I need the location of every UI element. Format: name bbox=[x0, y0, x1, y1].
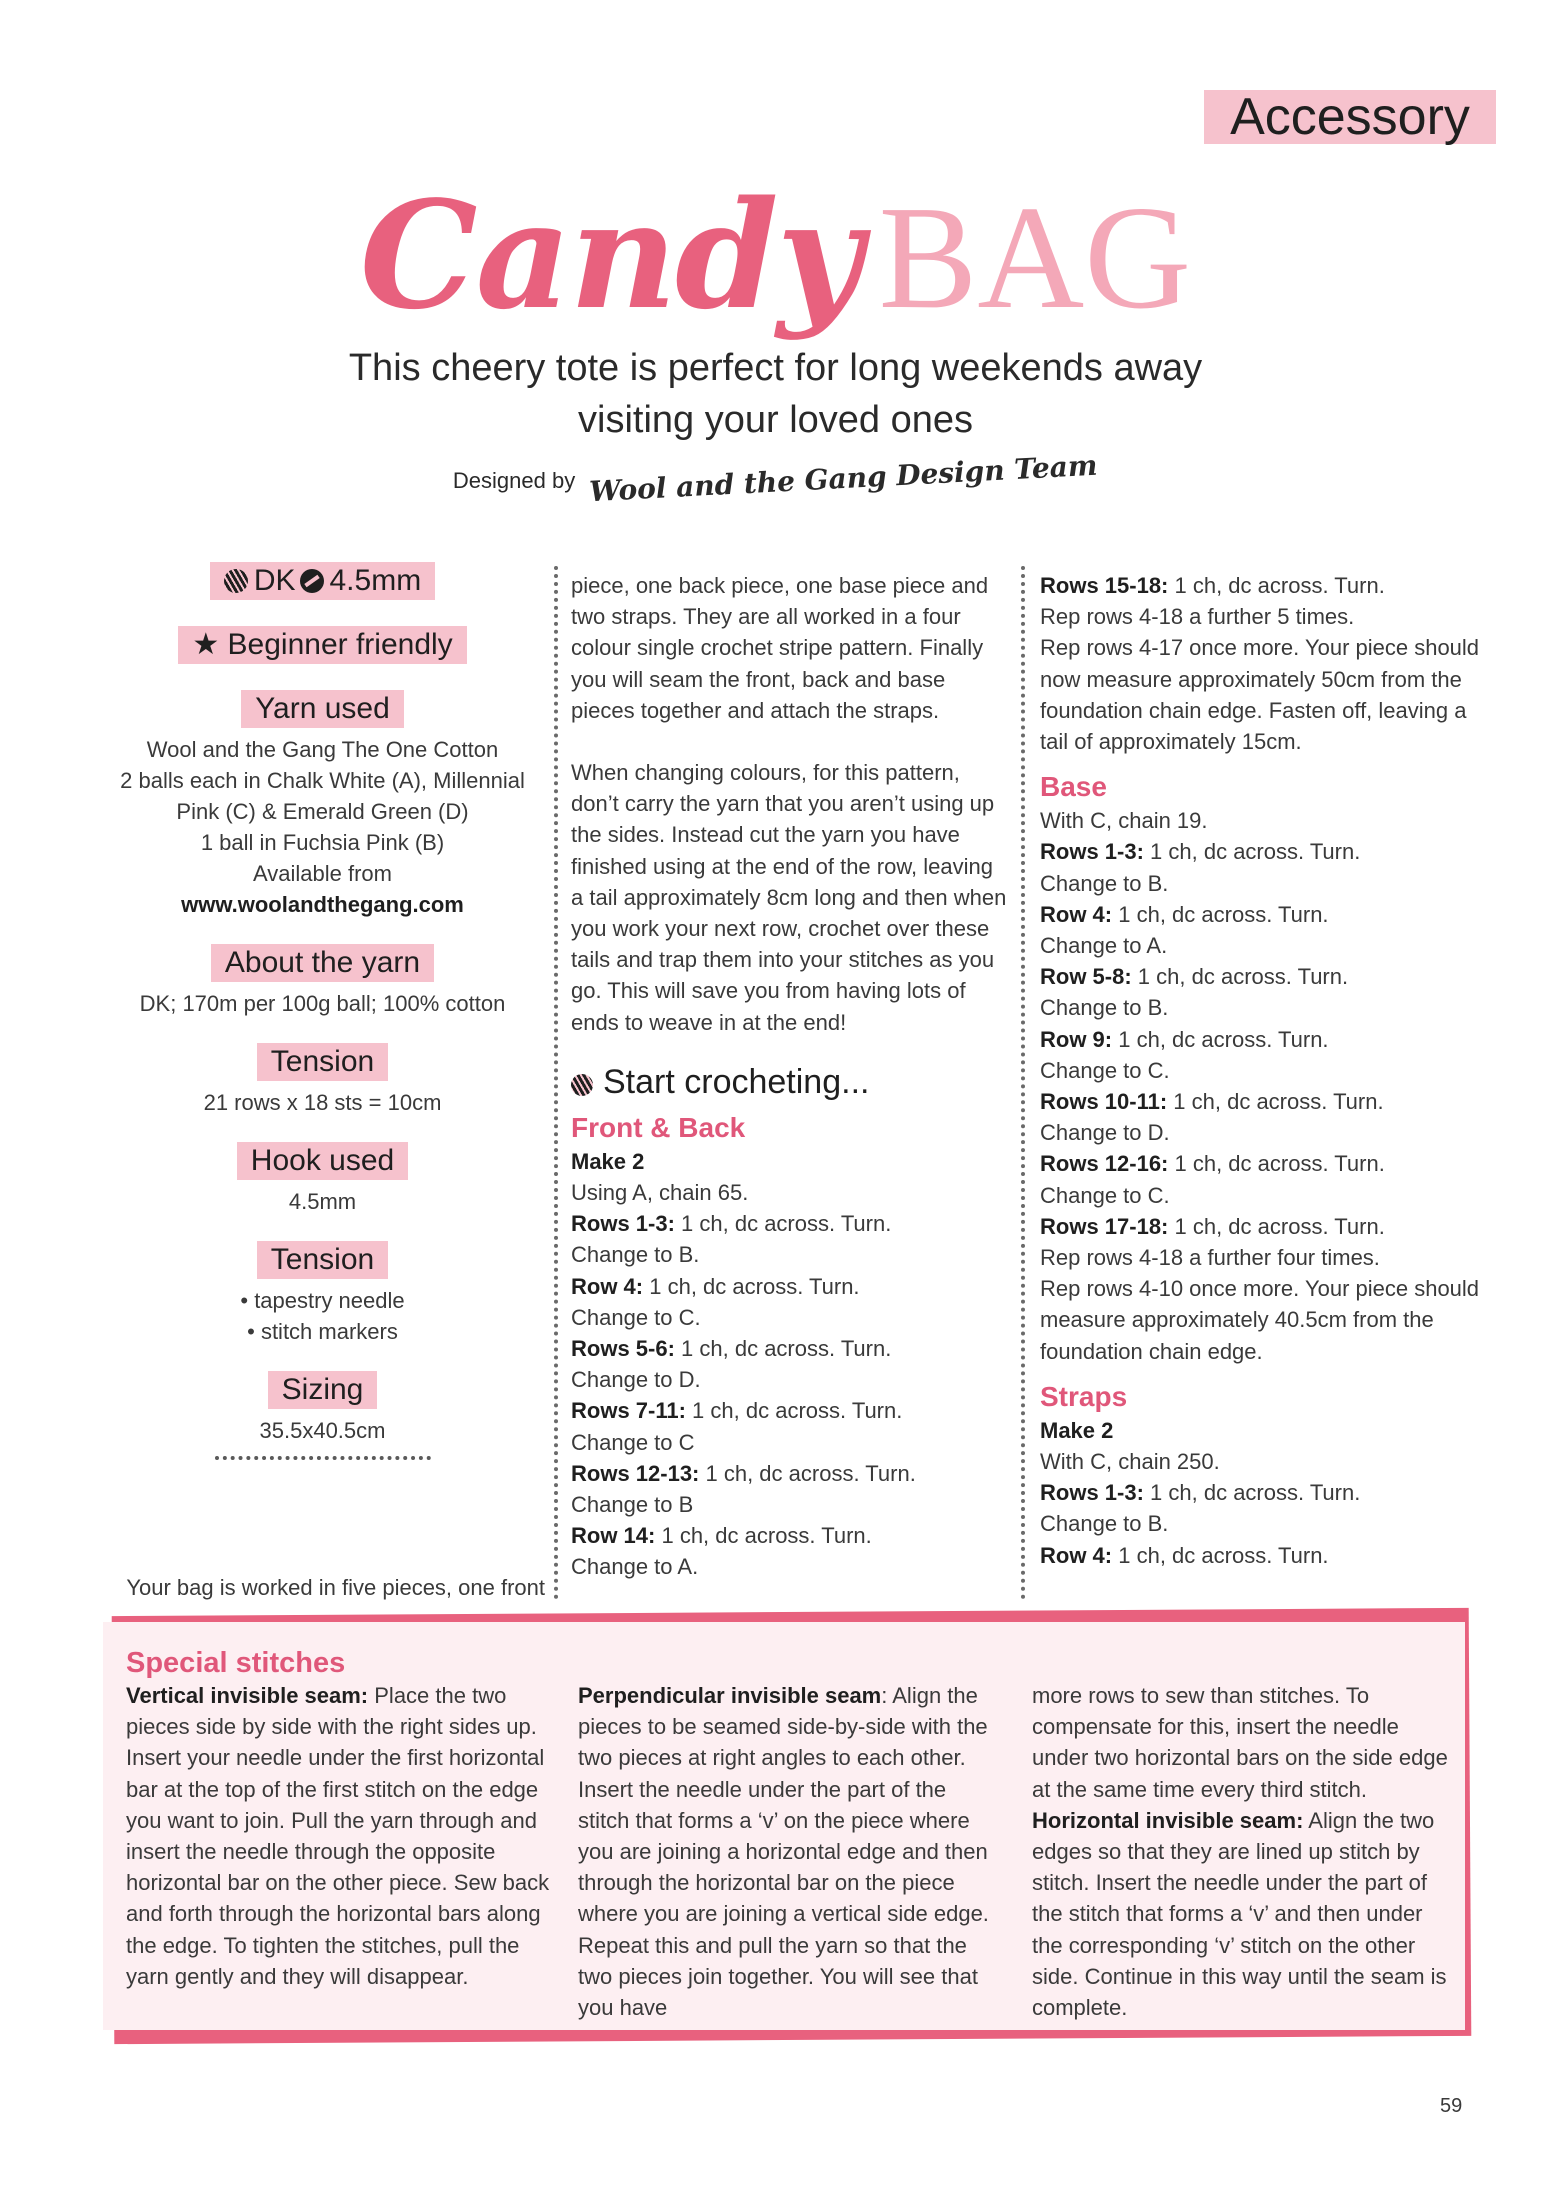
intro-text-cont: piece, one back piece, one base piece and two straps. They are all worked in a four colour single crochet stripe pattern. Finally you will seam the front, back and base pieces together and attach the straps. bbox=[571, 573, 989, 723]
about-yarn-text: DK; 170m per 100g ball; 100% cotton bbox=[139, 991, 506, 1016]
pattern-note: Rep rows 4-18 a further four times. bbox=[1040, 1245, 1380, 1271]
pattern-row: Rows 7-11: 1 ch, dc across. Turn. bbox=[571, 1398, 903, 1424]
notion-item: • stitch markers bbox=[247, 1319, 398, 1344]
base-setup: With C, chain 19. bbox=[1040, 808, 1208, 834]
colour-change-note: When changing colours, for this pattern, don’t carry the yarn that you aren’t using up the sides. Instead cut the yarn you have finished using at the end of the row, leaving a tail approximately 8cm long and then when you work your next row, crochet over these tails and trap them into your stitches as you go. This will save you from having lots of ends to weave in at the end! bbox=[571, 760, 1007, 1035]
perpendicular-seam-text: Perpendicular invisible seam: Align the pieces to be seamed side-by-side with the two pieces at right angles to each other. Insert the needle under the part of the stitch that forms a ‘v’ on the piece where you are joining a horizontal edge and then through the horizontal bar on the piece where you are joining a vertical side edge. Repeat this and pull the yarn so that the two pieces join together. You will see that you have bbox=[578, 1683, 989, 2021]
title-script: Candy bbox=[359, 168, 861, 342]
hook-size: 4.5mm bbox=[329, 564, 422, 597]
title-caps: BAG bbox=[878, 176, 1192, 340]
yarn-used-line: Available from bbox=[253, 861, 392, 886]
colour-change: Change to C. bbox=[1040, 1057, 1170, 1083]
front-back-make: Make 2 bbox=[571, 1148, 645, 1174]
colour-change: Change to D. bbox=[1040, 1120, 1170, 1146]
straps-make: Make 2 bbox=[1040, 1417, 1114, 1443]
front-back-heading: Front & Back bbox=[571, 1111, 746, 1143]
colour-change: Change to A. bbox=[1040, 933, 1168, 959]
pattern-row: Rows 1-3: 1 ch, dc across. Turn. bbox=[1040, 1480, 1361, 1506]
pattern-row: Rows 5-6: 1 ch, dc across. Turn. bbox=[571, 1336, 892, 1362]
pattern-row: Rows 1-3: 1 ch, dc across. Turn. bbox=[1040, 839, 1361, 865]
designer-credit bbox=[0, 448, 1551, 509]
colour-change: Change to B. bbox=[1040, 995, 1169, 1021]
yarn-used-heading: Yarn used bbox=[241, 690, 404, 728]
colour-change: Change to C. bbox=[571, 1304, 701, 1330]
supplier-website-link[interactable]: www.woolandthegang.com bbox=[181, 892, 464, 917]
yarn-ball-icon bbox=[571, 1074, 593, 1096]
hook-used-heading: Hook used bbox=[237, 1142, 408, 1180]
base-heading: Base bbox=[1040, 771, 1107, 803]
pattern-row: Rows 10-11: 1 ch, dc across. Turn. bbox=[1040, 1089, 1384, 1115]
hook-used-text: 4.5mm bbox=[288, 1189, 357, 1214]
pattern-info-sidebar bbox=[100, 562, 545, 1484]
pattern-row: Row 9: 1 ch, dc across. Turn. bbox=[1040, 1026, 1329, 1052]
colour-change: Change to D. bbox=[571, 1367, 701, 1393]
notion-item: • tapestry needle bbox=[240, 1288, 405, 1313]
subtitle-line-1: This cheery tote is perfect for long weekends away bbox=[348, 347, 1203, 389]
vertical-seam-text: Vertical invisible seam: Place the two pieces side by side with the right sides up. Insert your needle under the first horizontal bar at the top of the first stitch on the edge you want to join. Pull the yarn through and insert the needle through the opposite horizontal bar on the other piece. Sew back and forth through the horizontal bars along the edge. To tighten the stitches, pull the yarn gently and they will disappear. bbox=[126, 1683, 550, 1989]
page-title bbox=[0, 168, 1551, 343]
pattern-note: Rep rows 4-17 once more. Your piece should now measure approximately 50cm from the foundation chain edge. Fasten off, leaving a tail of approximately 15cm. bbox=[1040, 635, 1480, 755]
middle-column bbox=[571, 570, 1011, 1583]
page-number: 59 bbox=[1440, 2095, 1463, 2117]
special-stitches-col-1 bbox=[126, 1646, 551, 1992]
pattern-row: Row 4: 1 ch, dc across. Turn. bbox=[1040, 901, 1329, 927]
colour-change: Change to B. bbox=[571, 1242, 700, 1268]
yarn-used-line: 2 balls each in Chalk White (A), Millennial bbox=[120, 768, 525, 793]
colour-change: Change to C bbox=[571, 1429, 695, 1455]
pattern-row: Row 4: 1 ch, dc across. Turn. bbox=[571, 1273, 860, 1299]
pattern-row: Rows 12-13: 1 ch, dc across. Turn. bbox=[571, 1460, 916, 1486]
skill-level-badge: ★ Beginner friendly bbox=[178, 626, 466, 664]
front-back-setup: Using A, chain 65. bbox=[571, 1180, 749, 1206]
pattern-row: Rows 17-18: 1 ch, dc across. Turn. bbox=[1040, 1213, 1385, 1239]
tension-heading: Tension bbox=[257, 1043, 388, 1081]
dotted-divider bbox=[215, 1456, 431, 1460]
colour-change: Change to C. bbox=[1040, 1182, 1170, 1208]
special-stitches-col-3 bbox=[1032, 1680, 1457, 2023]
perpendicular-seam-cont: more rows to sew than stitches. To compensate for this, insert the needle under two horizontal bars on the side edge at the same time every third stitch. bbox=[1032, 1683, 1448, 1802]
yarn-ball-icon bbox=[224, 569, 248, 593]
designer-name: Wool and the Gang Design Team bbox=[588, 448, 1099, 509]
pattern-note: Rep rows 4-18 a further 5 times. bbox=[1040, 604, 1355, 630]
colour-change: Change to B. bbox=[1040, 1511, 1169, 1537]
subtitle bbox=[250, 342, 1301, 446]
intro-text-start: Your bag is worked in five pieces, one front bbox=[126, 1575, 545, 1600]
pattern-row: Rows 15-18: 1 ch, dc across. Turn. bbox=[1040, 573, 1385, 598]
section-tag: Accessory bbox=[1204, 90, 1496, 144]
horizontal-seam-text: Horizontal invisible seam: Align the two edges so that they are lined up stitch by stitch. Insert the needle under the part of the stitch that forms a ‘v’ and then under the corresponding ‘v’ stitch on the other side. Continue in this way until the seam is complete. bbox=[1032, 1807, 1447, 2021]
start-heading bbox=[571, 1060, 1011, 1104]
pattern-note: Rep rows 4-10 once more. Your piece should measure approximately 40.5cm from the foundation chain edge. bbox=[1040, 1276, 1480, 1364]
sizing-heading: Sizing bbox=[268, 1371, 378, 1409]
yarn-used-line: Wool and the Gang The One Cotton bbox=[146, 737, 499, 762]
colour-change: Change to B bbox=[571, 1492, 694, 1518]
straps-setup: With C, chain 250. bbox=[1040, 1449, 1220, 1475]
designed-by-label: Designed by bbox=[452, 468, 576, 493]
start-heading-text: Start crocheting... bbox=[603, 1062, 870, 1101]
special-stitches-heading: Special stitches bbox=[126, 1647, 346, 1679]
special-stitches-col-2 bbox=[578, 1680, 1003, 2023]
pattern-row: Row 4: 1 ch, dc across. Turn. bbox=[1040, 1542, 1329, 1568]
pattern-row: Rows 12-16: 1 ch, dc across. Turn. bbox=[1040, 1151, 1385, 1177]
right-column bbox=[1040, 570, 1480, 1571]
yarn-used-line: Pink (C) & Emerald Green (D) bbox=[176, 799, 469, 824]
straps-heading: Straps bbox=[1040, 1380, 1128, 1412]
pattern-row: Rows 1-3: 1 ch, dc across. Turn. bbox=[571, 1211, 892, 1237]
tension-text: 21 rows x 18 sts = 10cm bbox=[203, 1090, 442, 1115]
yarn-weight-badge bbox=[210, 562, 435, 600]
colour-change: Change to B. bbox=[1040, 870, 1169, 896]
column-divider bbox=[1021, 566, 1025, 1600]
notions-heading: Tension bbox=[257, 1241, 388, 1279]
yarn-weight: DK bbox=[253, 564, 296, 597]
yarn-used-line: 1 ball in Fuchsia Pink (B) bbox=[200, 830, 445, 855]
column-divider bbox=[554, 566, 558, 1600]
pattern-row: Row 14: 1 ch, dc across. Turn. bbox=[571, 1523, 872, 1549]
pattern-row: Row 5-8: 1 ch, dc across. Turn. bbox=[1040, 964, 1349, 990]
about-yarn-heading: About the yarn bbox=[211, 944, 434, 982]
subtitle-line-2: visiting your loved ones bbox=[578, 399, 973, 441]
crochet-hook-icon bbox=[300, 569, 324, 593]
sizing-text: 35.5x40.5cm bbox=[259, 1418, 386, 1443]
colour-change: Change to A. bbox=[571, 1554, 699, 1580]
